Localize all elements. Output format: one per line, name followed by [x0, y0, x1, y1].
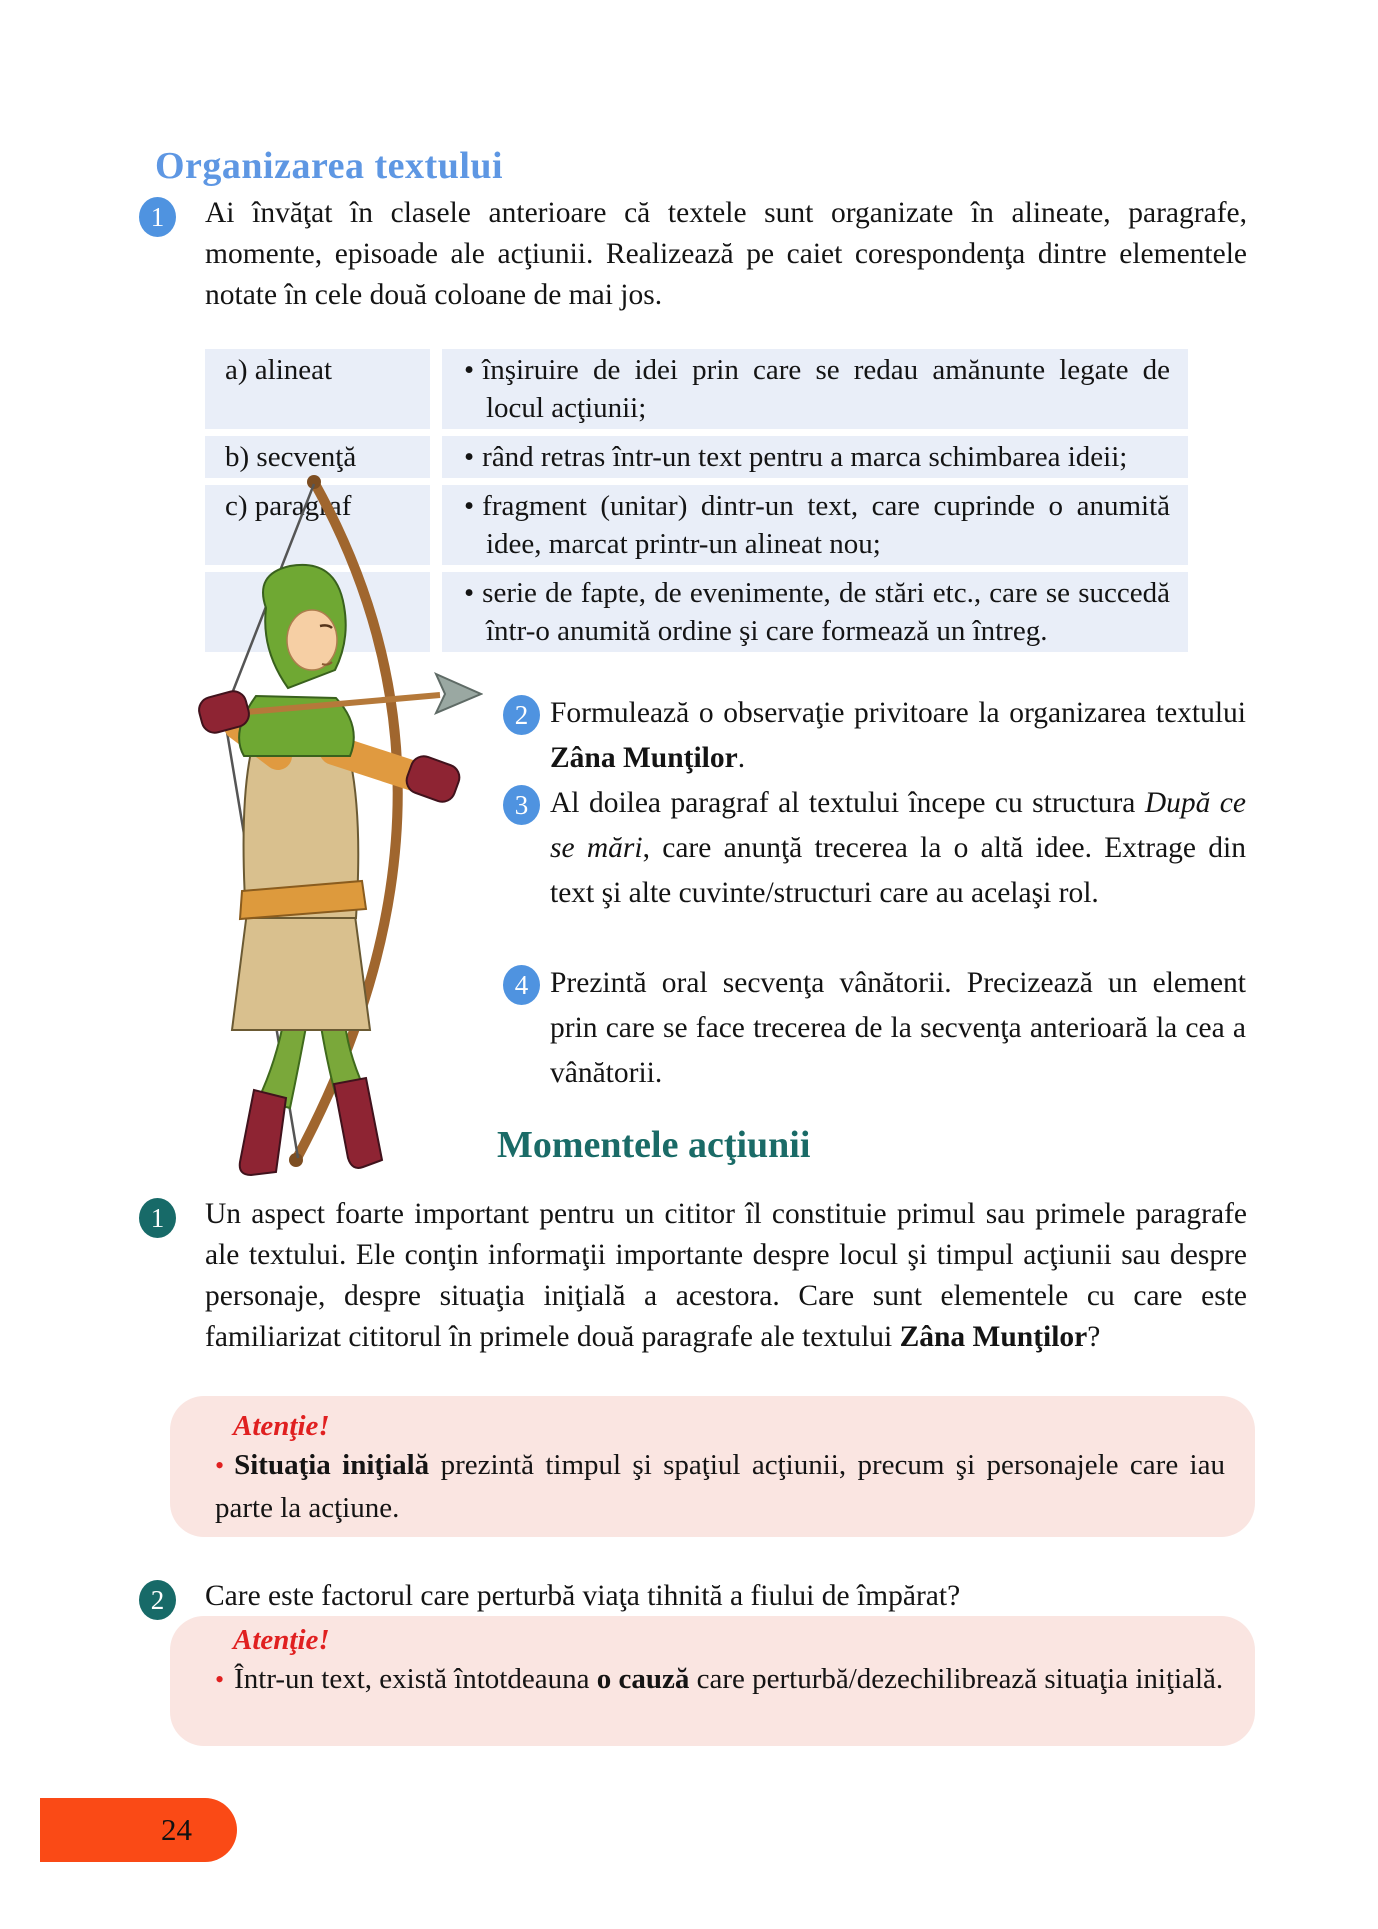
question-paragraph: Care este factorul care perturbă viaţa tihnită a fiului de împărat? [205, 1580, 961, 1612]
section-heading: Momentele acţiunii [497, 1124, 811, 1166]
table-left-cell: a) alineat [205, 349, 430, 429]
attention-box [170, 1396, 1255, 1537]
table-right-text: fragment (unitar) dintr-un text, care cuprinde o anumită idee, marcat printr-un alineat nou; [482, 490, 1170, 560]
item-number-badge: 3 [503, 785, 540, 825]
face-icon [287, 610, 337, 670]
item-number-badge: 4 [503, 965, 540, 1005]
bullet-icon: • [464, 354, 475, 386]
attention-box [170, 1616, 1255, 1746]
table-row [205, 349, 1188, 429]
item-number-badge: 2 [503, 695, 540, 735]
task-paragraph: Al doilea paragraf al textului începe cu structura După ce se mări, care anunţă trecerea la o altă idee. Extrage din text şi alte cuvinte/structuri care au acelaşi rol. [550, 787, 1246, 909]
boot-icon [334, 1078, 382, 1168]
attention-rich-text: Situaţia iniţială prezintă timpul şi spaţiul acţiunii, precum şi personajele care iau parte la acţiune. [215, 1449, 1225, 1524]
table-right-text: rând retras într-un text pentru a marca schimbarea ideii; [482, 441, 1128, 473]
table-right-text: serie de fapte, de evenimente, de stări etc., care se succedă într-o anumită ordine şi care formează un întreg. [482, 577, 1170, 647]
arrowhead-icon [436, 674, 481, 713]
archer-illustration [138, 468, 483, 1183]
bullet-icon: • [215, 1665, 225, 1694]
table-right-cell [442, 485, 1188, 565]
table-left-cell: c) paragraf [205, 485, 430, 565]
task-paragraph: Formulează o observaţie privitoare la organizarea textului Zâna Munţilor. [550, 697, 1246, 774]
page-number: 24 [161, 1812, 192, 1847]
bullet-icon: • [464, 577, 475, 609]
attention-text [215, 1444, 1225, 1529]
table-right-cell [442, 436, 1188, 478]
attention-rich-text: Într-un text, există întotdeauna o cauză care perturbă/dezechilibrează situaţia iniţială. [234, 1663, 1224, 1695]
page-title: Organizarea textului [155, 145, 504, 187]
table-right-cell [442, 572, 1188, 652]
attention-heading: Atenţie! [233, 1624, 330, 1656]
table-left-cell: b) secvenţă [205, 436, 430, 478]
item-number-badge: 1 [139, 1198, 176, 1238]
attention-text [215, 1658, 1225, 1701]
item-number-badge: 2 [139, 1580, 176, 1620]
page-number-tab [40, 1798, 237, 1862]
bullet-icon: • [215, 1451, 225, 1480]
attention-heading: Atenţie! [233, 1410, 330, 1442]
table-right-text: înşiruire de idei prin care se redau amănunte legate de locul acţiunii; [482, 354, 1170, 424]
task-paragraph: Un aspect foarte important pentru un cititor îl constituie primul sau primele paragrafe ale textului. Ele conţin informaţii importante despre locul şi timpul acţiunii sau despre personaje, despre situaţia iniţială a acestora. Care sunt elementele cu care este familiarizat cititorul în primele două paragrafe ale textului Zâna Munţilor? [205, 1198, 1247, 1353]
boot-icon [240, 1090, 286, 1175]
bullet-icon: • [464, 490, 475, 522]
item-number-badge: 1 [139, 197, 176, 237]
bullet-icon: • [464, 441, 475, 473]
intro-paragraph: Ai învăţat în clasele anterioare că textele sunt organizate în alineate, paragrafe, momente, episoade ale acţiunii. Realizează pe caiet corespondenţa dintre elementele notate în cele două coloane de mai jos. [205, 197, 1247, 311]
table-right-cell [442, 349, 1188, 429]
task-paragraph: Prezintă oral secvenţa vânătorii. Precizează un element prin care se face trecerea de la secvenţa anterioară la cea a vânătorii. [550, 967, 1246, 1089]
